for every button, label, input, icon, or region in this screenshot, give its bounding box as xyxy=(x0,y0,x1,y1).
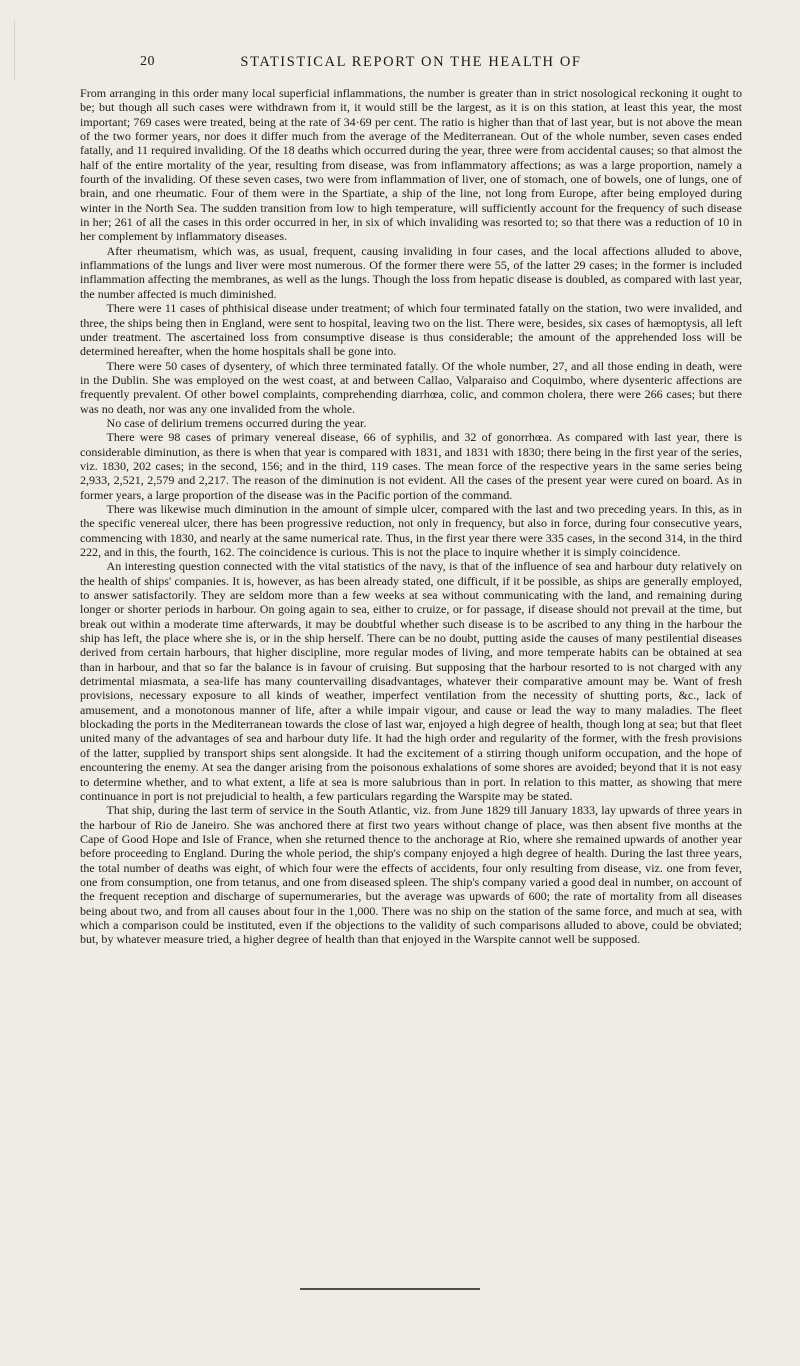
paragraph-warspite: That ship, during the last term of service in the South Atlantic, viz. from June 1829 till January 1833, lay upwards of three years in the harbour of Rio de Janeiro. She was anchored there at first two years without change of place, was then absent five months at the Cape of Good Hope and Isle of France, when she returned thence to the anchorage at Rio, where she remained upwards of another year before proceeding to England. During the whole period, the ship's company enjoyed a high degree of health. During the last three years, the total number of deaths was eight, of which four were the effects of accidents, four only resulting from disease, viz. one from fever, one from consumption, one from tetanus, and one from diseased spleen. The ship's company varied a good deal in number, on account of the frequent reception and discharge of supernumeraries, but the average was upwards of 600; the rate of mortality from all diseases being about two, and from all causes about four in the 1,000. There was no ship on the station of the same force, and much at sea, with which a comparison could be instituted, even if the objections to the validity of such comparisons alluded to above, could be obviated; but, by whatever measure tried, a higher degree of health than that enjoyed in the Warspite cannot well be supposed. xyxy=(80,803,742,947)
paragraph-rheumatism: After rheumatism, which was, as usual, frequent, causing invaliding in four cases, and the local affections alluded to above, inflammations of the lungs and liver were most numerous. Of the former there were 55, of the latter 29 cases; in the former is included inflammation affecting the membranes, as well as the lungs. Though the loss from hepatic disease is doubled, as compared with last year, the number affected is much diminished. xyxy=(80,243,742,301)
paragraph-phthisis: There were 11 cases of phthisical disease under treatment; of which four terminated fatally on the station, two were invalided, and three, the ships being then in England, were sent to hospital, leaving two on the list. There were, besides, six cases of hæmoptysis, all left under treatment. The ascertained loss from consumptive disease is thus considerable; the amount of the apprehended loss will be determined hereafter, when the home hospitals shall be gone into. xyxy=(80,301,742,359)
page-edge-shadow xyxy=(0,20,15,80)
running-head: STATISTICAL REPORT ON THE HEALTH OF xyxy=(240,54,582,70)
paragraph-sea-harbour-duty: An interesting question connected with the vital statistics of the navy, is that of the influence of sea and harbour duty relatively on the health of ships' companies. It is, however, as has been already stated, one difficult, if it be possible, as ships are generally employed, to answer satisfactorily. They are seldom more than a few weeks at sea without communicating with the land, and remaining during longer or shorter periods in harbour. On going again to sea, either to cruize, or for passage, if disease should not prevail at the time, but break out within a moderate time afterwards, it may be doubtful whether such disease is to be ascribed to any thing in the harbour the ship has left, the place where she is, or in the ship herself. There can be no doubt, putting aside the causes of many pestilential diseases derived from certain harbours, that higher discipline, more regular modes of living, and more temperate habits can be obtained at sea than in harbour, and that so far the balance is in favour of cruising. But supposing that the harbour resorted to is not charged with any detrimental miasmata, a sea-life has many countervailing disadvantages, whatever their comparative amount may be. Want of fresh provisions, necessary exposure to all kinds of weather, imperfect ventilation from the necessity of shutting ports, &c., lack of amusement, and a monotonous manner of life, after a while impair vigour, and cause or lead the way to many maladies. The fleet blockading the ports in the Mediterranean towards the close of last war, enjoyed a high degree of health, though long at sea; but that fleet united many of the advantages of sea and harbour duty life. It had the high order and regularity of the former, with the fresh provisions of the latter, supplied by transport ships sent alongside. It had the excitement of a stirring though uniform occupation, and the hope of encountering the enemy. At sea the danger arising from the poisonous exhalations of some shores are avoided; beyond that it is not easy to determine whether, and to what extent, a life at sea is more salubrious than in port. In relation to this matter, as showing that mere continuance in port is not prejudicial to health, a few particulars regarding the Warspite may be stated. xyxy=(80,559,742,803)
paragraph-inflammations: From arranging in this order many local superficial inflammations, the number is greater than in strict nosological reckoning it ought to be; but though all such cases were withdrawn from it, it would still be the largest, as it is on this station, at least this year, the most important; 769 cases were treated, being at the rate of 34·69 per cent. The ratio is higher than that of last year, but is not above the mean of the two former years, nor does it differ much from the average of the Mediterranean. Out of the whole number, seven cases ended fatally, and 11 required invaliding. Of the 18 deaths which occurred during the year, three were from accidental causes; so that almost the half of the entire mortality of the year, resulting from disease, was from inflammatory affections; as was a large proportion, namely a fourth of the invaliding. Of these seven cases, two were from inflammation of liver, one of stomach, one of bowels, one of lungs, one of brain, and one rheumatic. Four of them were in the Spartiate, a ship of the line, not long from Europe, after being employed during winter in the North Sea. The sudden transition from low to high temperature, will sufficiently account for the frequency of such disease in her; 261 of all the cases in this order occurred in her, in six of which invaliding was resorted to; so that there was a reduction of 10 in her complement by inflammatory diseases. xyxy=(80,86,742,244)
paragraph-venereal: There were 98 cases of primary venereal disease, 66 of syphilis, and 32 of gonorrhœa. As compared with last year, there is considerable diminution, as there is when that year is compared with 1831, and 1831 with 1830; there being in the first year of the series, viz. 1830, 202 cases; in the second, 156; and in the third, 119 cases. The mean force of the respective years in the same series being 2,933, 2,521, 2,579 and 2,217. The reason of the diminution is not evident. All the cases of the present year were cured on board. As in former years, a large proportion of the disease was in the Pacific portion of the command. xyxy=(80,430,742,502)
paragraph-dysentery: There were 50 cases of dysentery, of which three terminated fatally. Of the whole number, 27, and all those ending in death, were in the Dublin. She was employed on the west coast, at and between Callao, Valparaiso and Coquimbo, where dysenteric affections are frequently prevalent. Of other bowel complaints, comprehending diarrhœa, colic, and common cholera, there were 266 cases; but there was no death, nor was any one invalided from the whole. xyxy=(80,358,742,416)
page-header xyxy=(80,50,742,74)
page-number: 20 xyxy=(140,54,155,69)
body-text xyxy=(80,86,742,947)
paragraph-simple-ulcer: There was likewise much diminution in the amount of simple ulcer, compared with the last and two preceding years. In this, as in the specific venereal ulcer, there has been progressive reduction, not only in frequency, but also in force, during four consecutive years, commencing with 1830, and nearly at the same numerical rate. Thus, in the first year there were 335 cases, in the second 314, in the third 222, and in this, the fourth, 162. The coincidence is curious. This is not the place to inquire whether it is simply coincidence. xyxy=(80,501,742,559)
paragraph-delirium-tremens: No case of delirium tremens occurred during the year. xyxy=(106,415,367,430)
closing-rule xyxy=(300,1288,480,1290)
